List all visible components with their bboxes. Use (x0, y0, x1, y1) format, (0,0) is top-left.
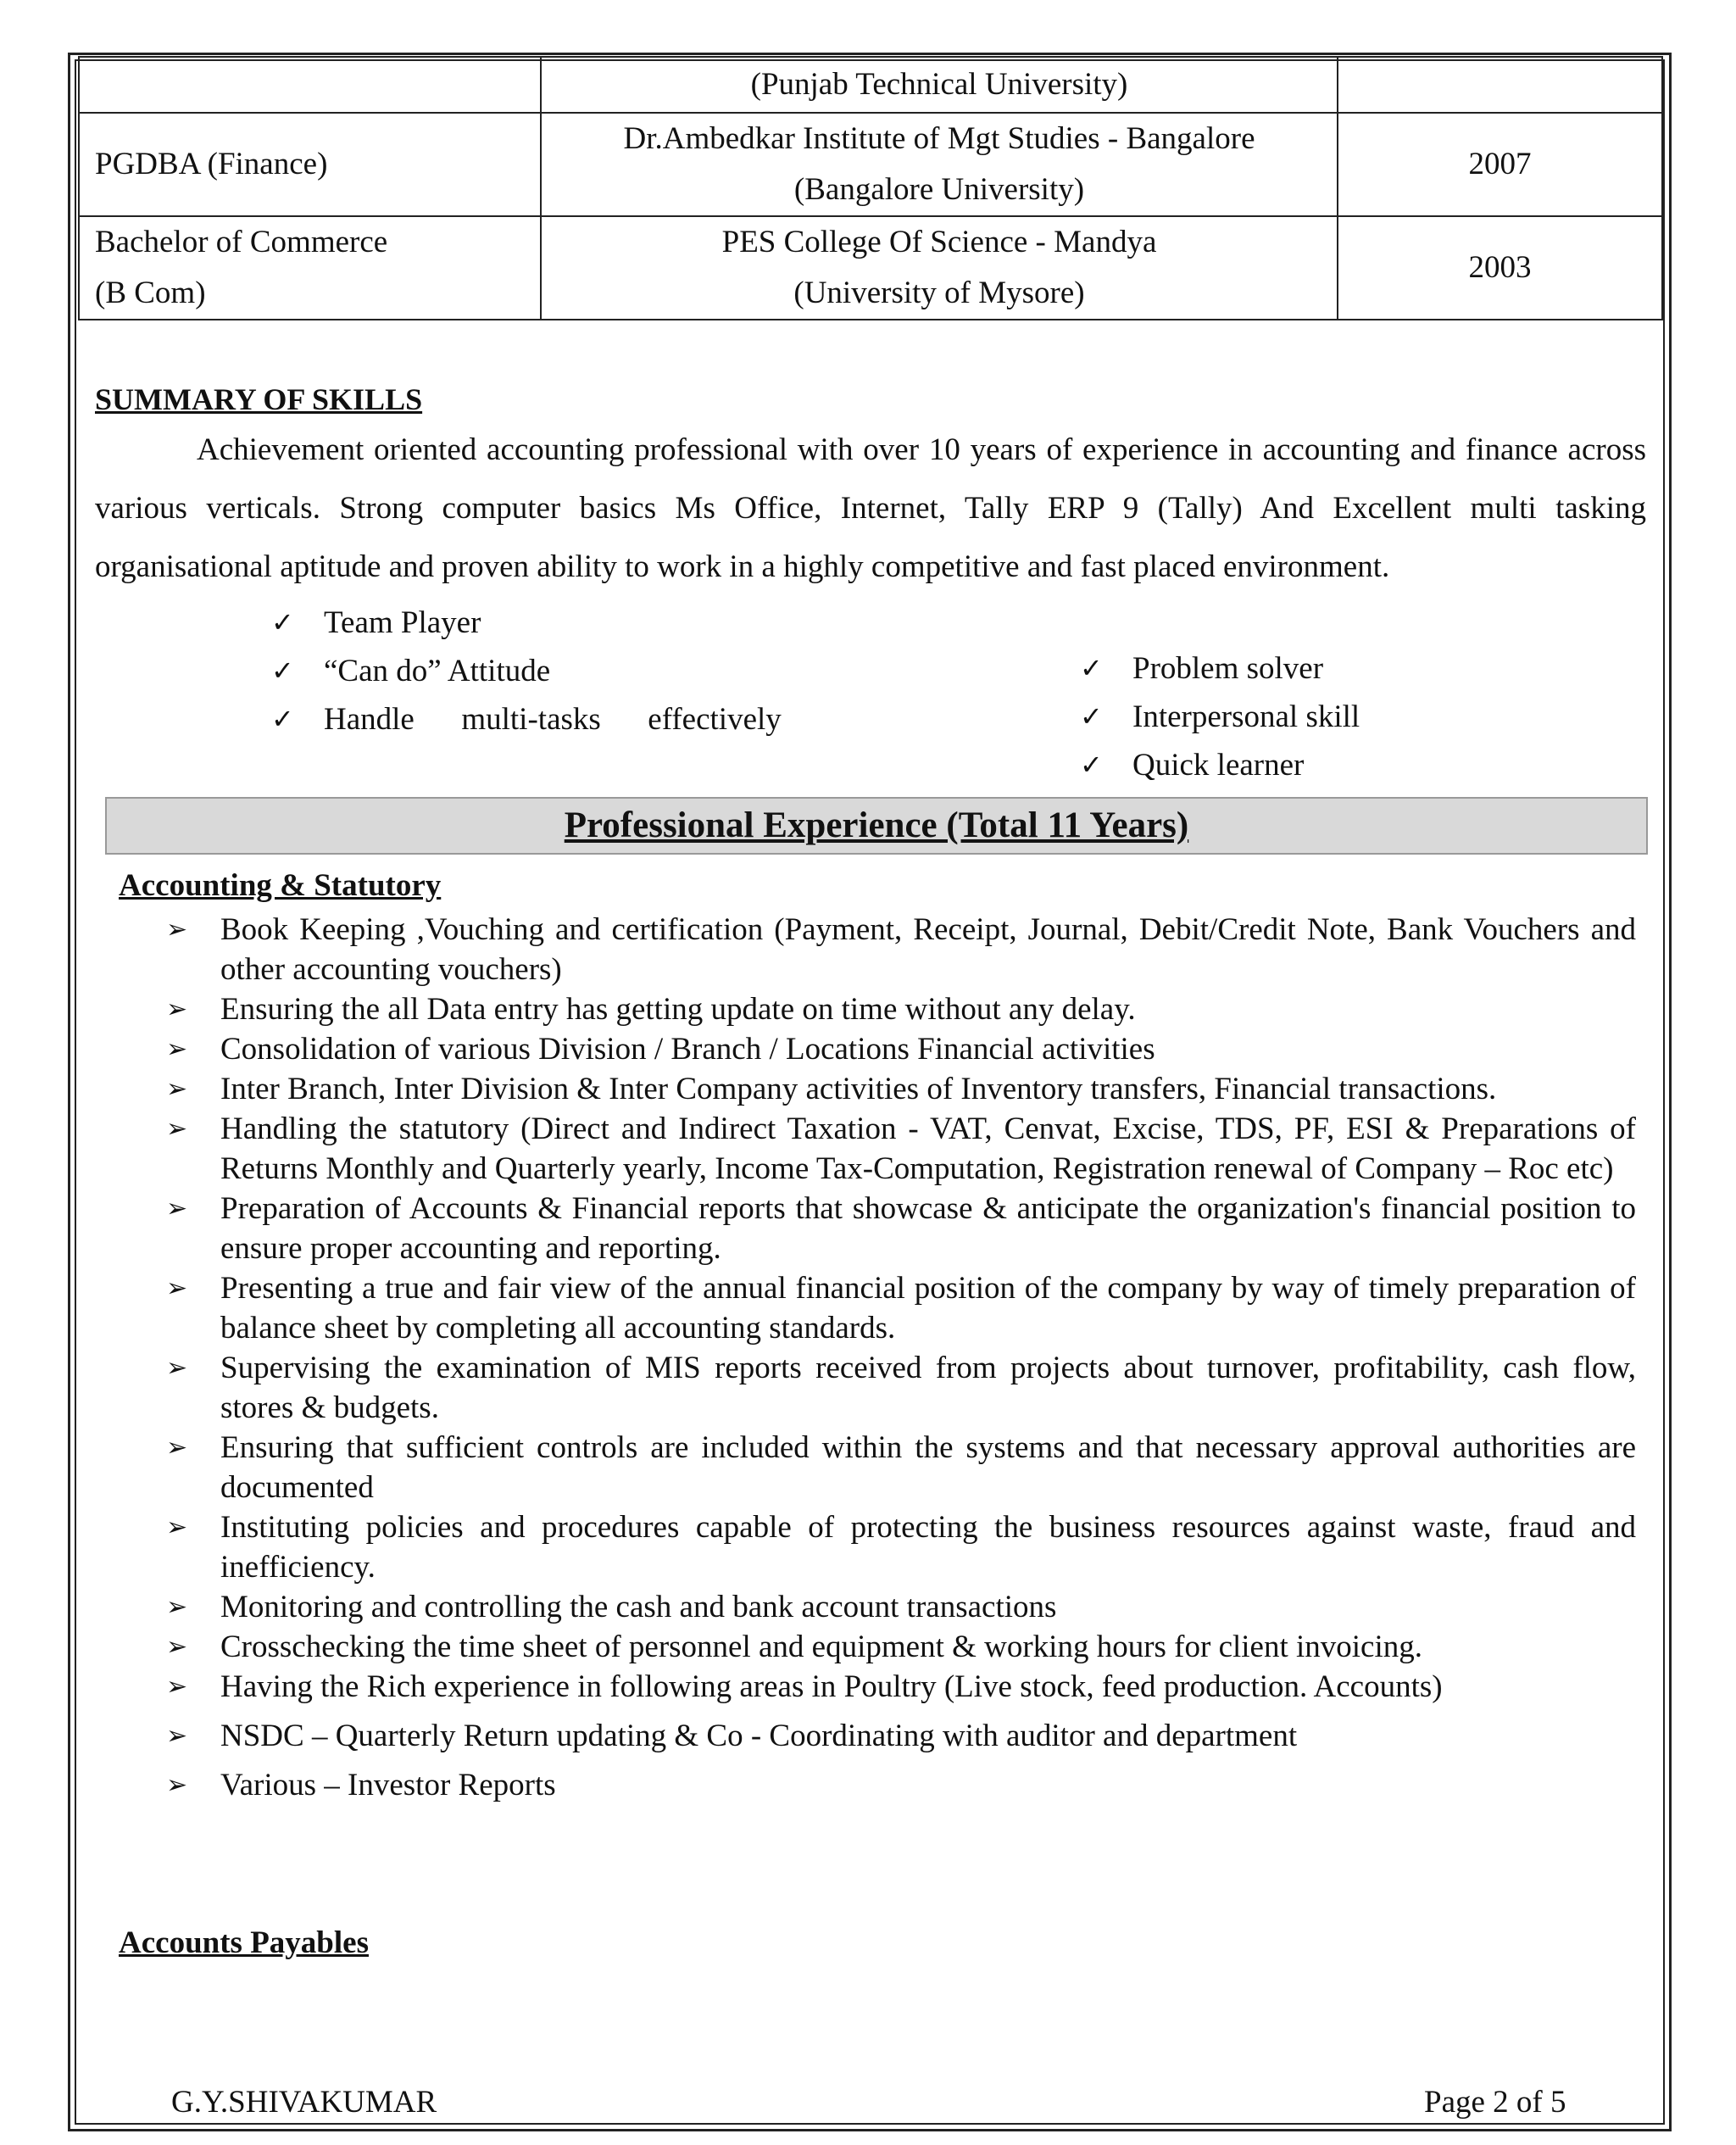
skill-label: “Can do” Attitude (324, 654, 551, 688)
degree-abbrev: (B Com) (95, 276, 206, 310)
bullet-text: Consolidation of various Division / Branch / Locations Financial activities (220, 1032, 1155, 1067)
skill-label: Interpersonal skill (1132, 699, 1360, 734)
arrowhead-bullet-icon: ➢ (166, 1632, 188, 1662)
check-mark-icon: ✓ (271, 703, 294, 735)
check-mark-icon: ✓ (1080, 652, 1103, 684)
skills-summary: Achievement oriented accounting professional with over 10 years of experience in accounting and finance across various verticals. Strong computer basics Ms Office, Internet, Tally ERP 9 (Tally) And Excellent multi tasking organisational aptitude and proven ability to work in a highly competitive and fast placed environment. (95, 432, 1646, 584)
list-item (166, 1627, 1636, 1667)
bullet-text: Supervising the examination of MIS reports received from projects about turnover, profitability, cash flow, stores & budgets. (220, 1351, 1636, 1425)
arrowhead-bullet-icon: ➢ (166, 1273, 188, 1303)
institute-line: Dr.Ambedkar Institute of Mgt Studies - Bangalore (623, 121, 1255, 156)
list-item (166, 1428, 1636, 1507)
institute-cell (541, 113, 1338, 216)
list-item (166, 1667, 1636, 1707)
university-line: (Bangalore University) (793, 172, 1085, 207)
arrowhead-bullet-icon: ➢ (166, 1770, 188, 1800)
list-item (271, 647, 782, 695)
bullet-text: Preparation of Accounts & Financial reports that showcase & anticipate the organization's financial position to ensure proper accounting and reporting. (220, 1191, 1636, 1266)
list-item (166, 1268, 1636, 1348)
skills-heading: SUMMARY OF SKILLS (95, 382, 423, 416)
table-row (79, 57, 1662, 113)
bullet-text: Ensuring the all Data entry has getting update on time without any delay. (220, 992, 1136, 1027)
bullet-text: Handling the statutory (Direct and Indirect Taxation - VAT, Cenvat, Excise, TDS, PF, ESI & Preparations of Returns Monthly and Quarterly yearly, Income Tax-Computation, Registration renewal of Company – Roc etc) (220, 1112, 1636, 1186)
skills-list-right (1080, 644, 1360, 789)
check-mark-icon: ✓ (1080, 700, 1103, 733)
list-item (166, 910, 1636, 989)
experience-bullet-list (166, 910, 1636, 1805)
list-item (166, 1069, 1636, 1109)
footer-name: G.Y.SHIVAKUMAR (171, 2085, 437, 2120)
list-item (166, 1716, 1636, 1756)
list-item (1080, 693, 1360, 741)
degree-cell: PGDBA (Finance) (79, 113, 541, 216)
section-heading-payables: Accounts Payables (119, 1925, 369, 1960)
bullet-text: Crosschecking the time sheet of personnel and equipment & working hours for client invoicing. (220, 1630, 1423, 1664)
institute-line: (Punjab Technical University) (750, 67, 1128, 102)
page-number: Page 2 of 5 (1424, 2085, 1566, 2120)
arrowhead-bullet-icon: ➢ (166, 1721, 188, 1751)
list-item (166, 1348, 1636, 1428)
arrowhead-bullet-icon: ➢ (166, 1672, 188, 1702)
arrowhead-bullet-icon: ➢ (166, 1513, 188, 1542)
university-line: (University of Mysore) (793, 276, 1085, 310)
year-cell: 2003 (1338, 216, 1662, 320)
list-item (166, 1029, 1636, 1069)
table-row (79, 216, 1662, 320)
arrowhead-bullet-icon: ➢ (166, 1114, 188, 1144)
institute-line: PES College Of Science - Mandya (721, 225, 1157, 259)
list-item (1080, 644, 1360, 693)
experience-title-band (105, 797, 1648, 855)
experience-title: Professional Experience (Total 11 Years) (564, 805, 1189, 845)
skills-list-left (271, 599, 782, 744)
arrowhead-bullet-icon: ➢ (166, 1034, 188, 1064)
skill-label: Problem solver (1132, 651, 1324, 686)
check-mark-icon: ✓ (271, 606, 294, 638)
institute-cell (541, 57, 1338, 113)
table-row (79, 113, 1662, 216)
arrowhead-bullet-icon: ➢ (166, 1074, 188, 1104)
bullet-text: Ensuring that sufficient controls are included within the systems and that necessary approval authorities are documented (220, 1430, 1636, 1505)
arrowhead-bullet-icon: ➢ (166, 994, 188, 1024)
bullet-text: Monitoring and controlling the cash and bank account transactions (220, 1590, 1057, 1624)
bullet-text: Inter Branch, Inter Division & Inter Company activities of Inventory transfers, Financial transactions. (220, 1072, 1497, 1106)
check-mark-icon: ✓ (271, 655, 294, 687)
education-table (78, 56, 1663, 320)
list-item (166, 1765, 1636, 1805)
bullet-text: Various – Investor Reports (220, 1768, 556, 1802)
list-item (271, 695, 782, 744)
arrowhead-bullet-icon: ➢ (166, 1353, 188, 1383)
bullet-text: Having the Rich experience in following areas in Poultry (Live stock, feed production. Accounts) (220, 1669, 1443, 1704)
bullet-text: Book Keeping ,Vouching and certification (Payment, Receipt, Journal, Debit/Credit Note, Bank Vouchers and other accounting vouchers) (220, 912, 1636, 987)
skill-label: Team Player (324, 605, 481, 640)
bullet-text: NSDC – Quarterly Return updating & Co - Coordinating with auditor and department (220, 1719, 1298, 1753)
degree-cell (79, 57, 541, 113)
arrowhead-bullet-icon: ➢ (166, 1194, 188, 1223)
skill-label: Quick learner (1132, 748, 1305, 783)
list-item (166, 1587, 1636, 1627)
list-item (166, 1189, 1636, 1268)
list-item (166, 1507, 1636, 1587)
arrowhead-bullet-icon: ➢ (166, 1433, 188, 1462)
bullet-text: Presenting a true and fair view of the annual financial position of the company by way of timely preparation of balance sheet by completing all accounting standards. (220, 1271, 1636, 1346)
institute-cell (541, 216, 1338, 320)
degree-line: Bachelor of Commerce (95, 225, 388, 259)
degree-cell (79, 216, 541, 320)
skill-label: Handle multi-tasks effectively (324, 702, 782, 737)
year-cell: 2007 (1338, 113, 1662, 216)
arrowhead-bullet-icon: ➢ (166, 1592, 188, 1622)
list-item (166, 989, 1636, 1029)
list-item (271, 599, 782, 647)
list-item (1080, 741, 1360, 789)
check-mark-icon: ✓ (1080, 749, 1103, 781)
bullet-text: Instituting policies and procedures capable of protecting the business resources against waste, fraud and inefficiency. (220, 1510, 1636, 1585)
list-item (166, 1109, 1636, 1189)
year-cell (1338, 57, 1662, 113)
section-heading-accounting: Accounting & Statutory (119, 868, 442, 903)
arrowhead-bullet-icon: ➢ (166, 915, 188, 944)
